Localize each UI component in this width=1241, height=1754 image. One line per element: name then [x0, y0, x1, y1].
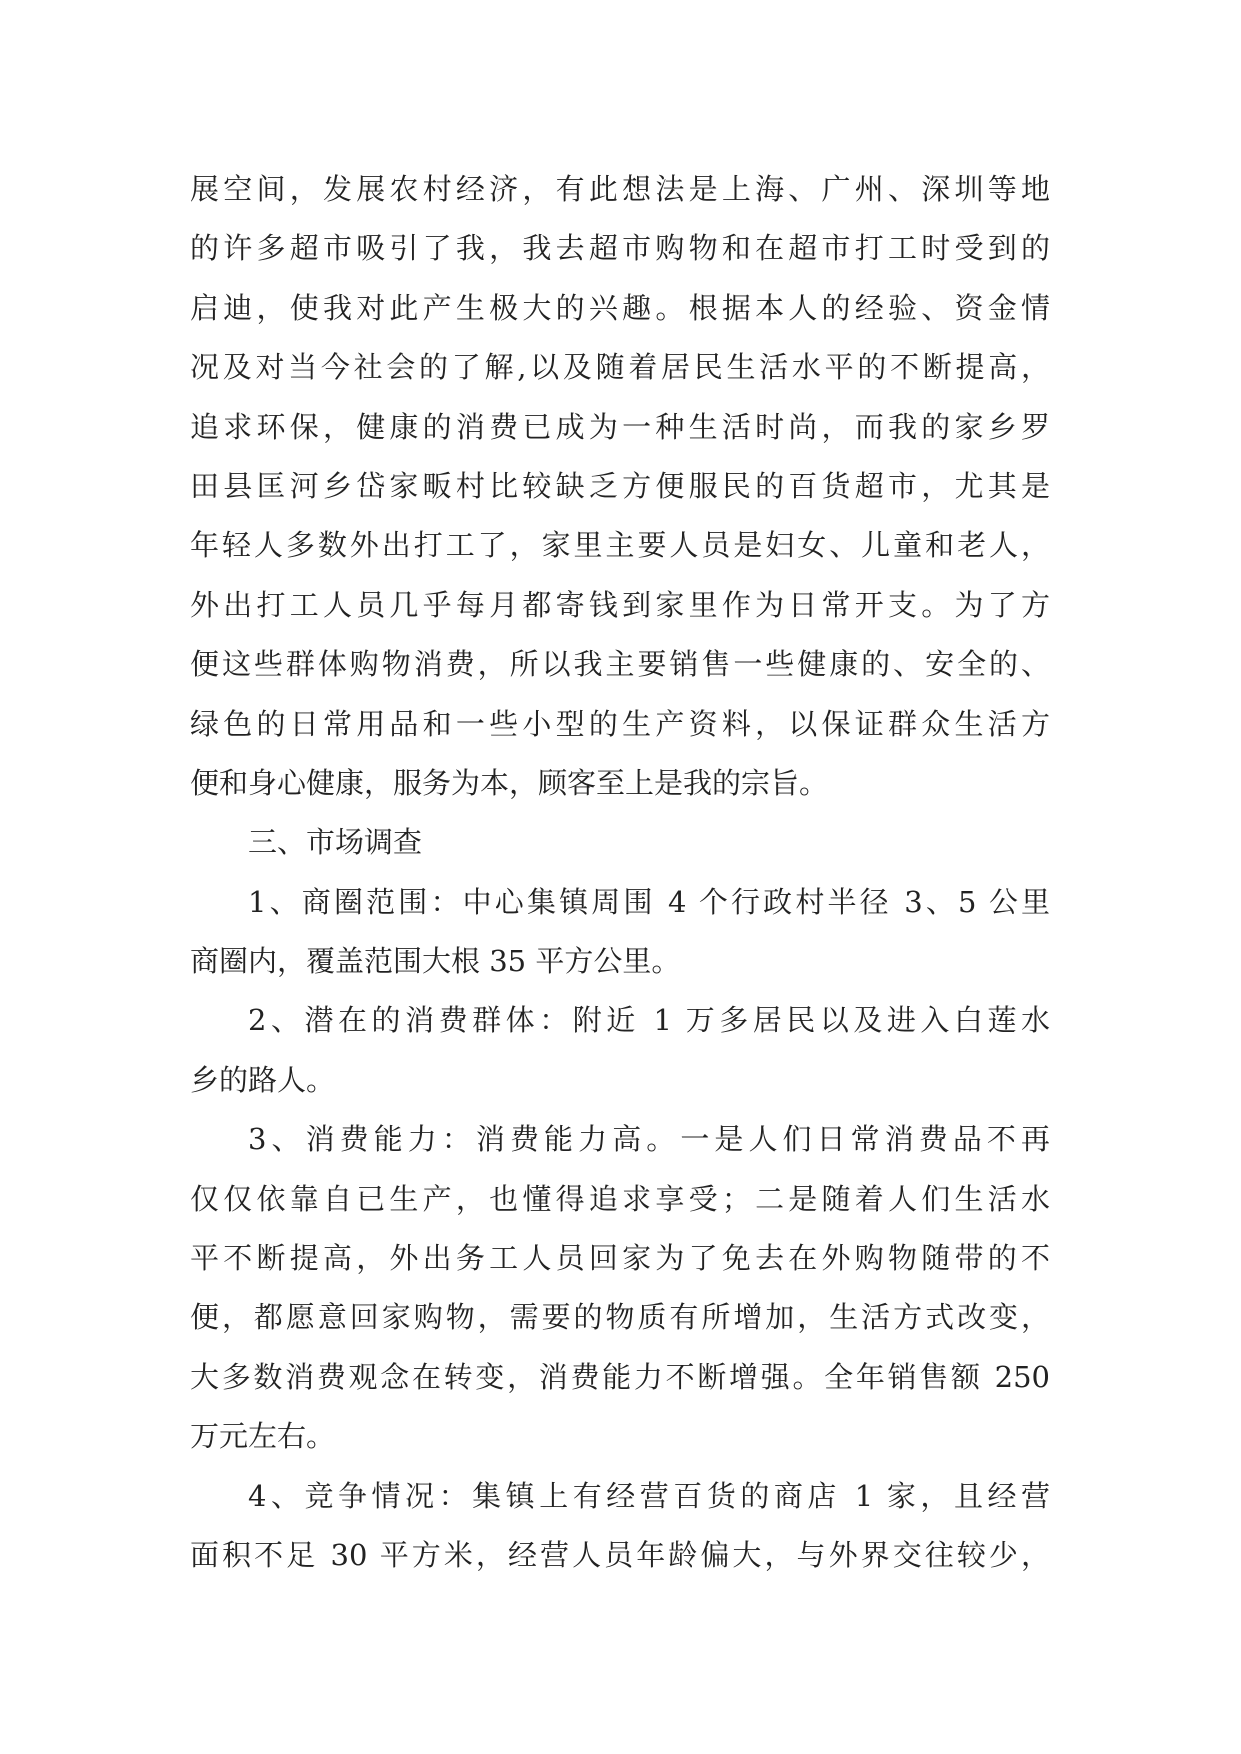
text-line: 3、消费能力：消费能力高。一是人们日常消费品不再 [248, 1122, 1050, 1157]
document-body [190, 160, 1050, 1585]
text-line: 便，都愿意回家购物，需要的物质有所增加，生活方式改变， [190, 1300, 1050, 1335]
section-heading-market-survey [190, 813, 1050, 872]
text-line: 绿色的日常用品和一些小型的生产资料，以保证群众生活方 [190, 706, 1050, 741]
paragraph-competition [190, 1467, 1050, 1586]
text-line: 4、竞争情况：集镇上有经营百货的商店 1 家，且经营 [248, 1478, 1050, 1513]
text-line: 启迪，使我对此产生极大的兴趣。根据本人的经验、资金情 [190, 290, 1050, 325]
text-line: 田县匡河乡岱家畈村比较缺乏方便服民的百货超市，尤其是 [190, 468, 1050, 503]
text-line: 便和身心健康，服务为本，顾客至上是我的宗旨。 [190, 765, 829, 800]
text-line: 1、商圈范围：中心集镇周围 4 个行政村半径 3、5 公里 [248, 884, 1050, 919]
text-line: 平不断提高，外出务工人员回家为了免去在外购物随带的不 [190, 1241, 1050, 1276]
text-line: 商圈内，覆盖范围大根 35 平方公里。 [190, 944, 681, 979]
text-line: 年轻人多数外出打工了，家里主要人员是妇女、儿童和老人， [190, 528, 1050, 563]
text-line: 便这些群体购物消费，所以我主要销售一些健康的、安全的、 [190, 647, 1050, 682]
text-line: 大多数消费观念在转变，消费能力不断增强。全年销售额 250 [190, 1359, 1050, 1394]
heading-line: 三、市场调查 [248, 825, 423, 860]
text-line: 外出打工人员几乎每月都寄钱到家里作为日常开支。为了方 [190, 587, 1050, 622]
text-line: 追求环保，健康的消费已成为一种生活时尚，而我的家乡罗 [190, 409, 1050, 444]
text-line: 况及对当今社会的了解,以及随着居民生活水平的不断提高， [190, 350, 1050, 385]
paragraph-consumption-capacity [190, 1110, 1050, 1466]
paragraph-potential-consumers [190, 991, 1050, 1110]
text-line: 展空间，发展农村经济，有此想法是上海、广州、深圳等地 [190, 172, 1050, 206]
text-line: 面积不足 30 平方米，经营人员年龄偏大，与外界交往较少， [190, 1537, 1050, 1572]
text-line: 仅仅依靠自已生产，也懂得追求享受；二是随着人们生活水 [190, 1181, 1050, 1216]
paragraph-business-motivation [190, 160, 1050, 813]
text-line: 2、潜在的消费群体：附近 1 万多居民以及进入白莲水 [248, 1003, 1050, 1038]
text-line: 乡的路人。 [190, 1062, 336, 1097]
paragraph-trade-area [190, 873, 1050, 992]
text-line: 的许多超市吸引了我，我去超市购物和在超市打工时受到的 [190, 231, 1050, 266]
text-line: 万元左右。 [190, 1419, 336, 1454]
